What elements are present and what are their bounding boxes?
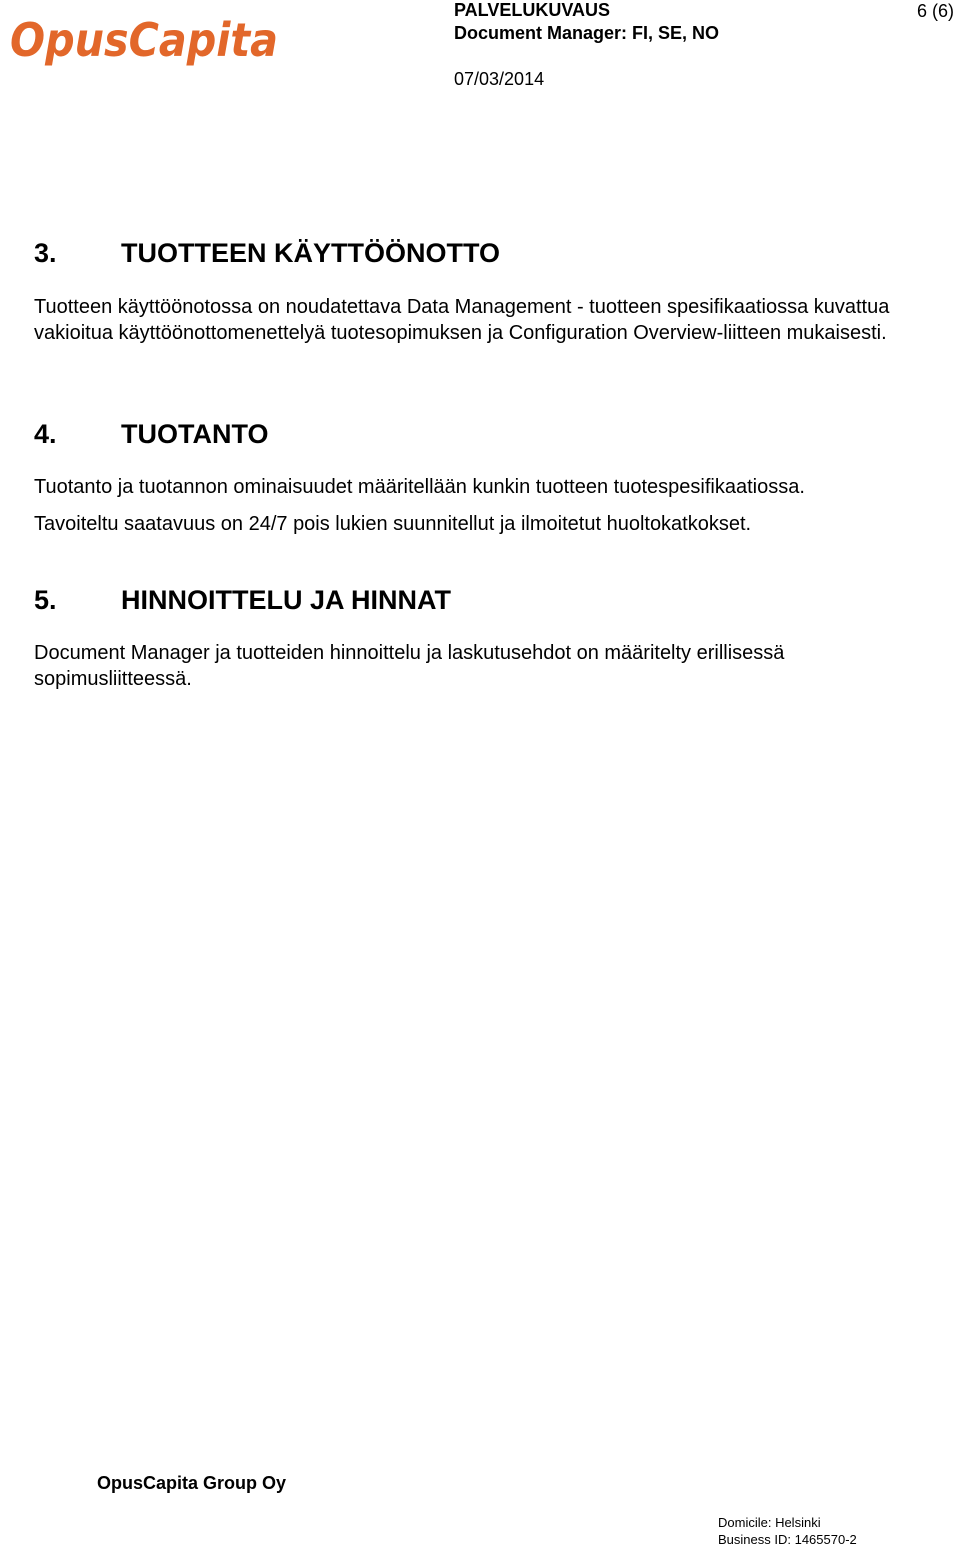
logo-text: OpusCapita [10, 13, 278, 66]
section-number: 4. [34, 419, 57, 449]
document-subtitle: Document Manager: FI, SE, NO [454, 23, 720, 43]
section-heading-4 [34, 419, 269, 450]
section-body-5 [34, 640, 874, 692]
section-title: TUOTANTO [121, 419, 269, 449]
opuscapita-logo [10, 12, 282, 66]
section-body-4 [34, 474, 944, 537]
paragraph: Document Manager ja tuotteiden hinnoittelu ja laskutusehdot on määritelty erillisessä sopimusliitteessä. [34, 642, 785, 690]
section-title: TUOTTEEN KÄYTTÖÖNOTTO [121, 238, 500, 268]
footer-company: OpusCapita Group Oy [97, 1473, 287, 1493]
footer-business-id: Business ID: 1465570-2 [718, 1532, 857, 1547]
document-date: 07/03/2014 [454, 69, 545, 89]
section-title: HINNOITTELU JA HINNAT [121, 585, 451, 615]
page-number: 6 (6) [916, 1, 954, 21]
section-number: 5. [34, 585, 57, 615]
paragraph: Tavoiteltu saatavuus on 24/7 pois lukien suunnitellut ja ilmoitetut huoltokatkokset. [34, 513, 752, 535]
document-type: PALVELUKUVAUS [454, 0, 611, 20]
footer-domicile: Domicile: Helsinki [718, 1515, 821, 1530]
paragraph: Tuotanto ja tuotannon ominaisuudet määritellään kunkin tuotteen tuotespesifikaatiossa. [34, 476, 805, 498]
section-heading-3 [34, 238, 500, 269]
section-heading-5 [34, 585, 451, 616]
section-body-3 [34, 294, 944, 346]
paragraph: Tuotteen käyttöönotossa on noudatettava Data Management - tuotteen spesifikaatiossa kuvattua vakioitua käyttöönottomenettelyä tuotesopimuksen ja Configuration Overview-liitteen mukaisesti. [34, 296, 890, 344]
section-number: 3. [34, 238, 57, 268]
